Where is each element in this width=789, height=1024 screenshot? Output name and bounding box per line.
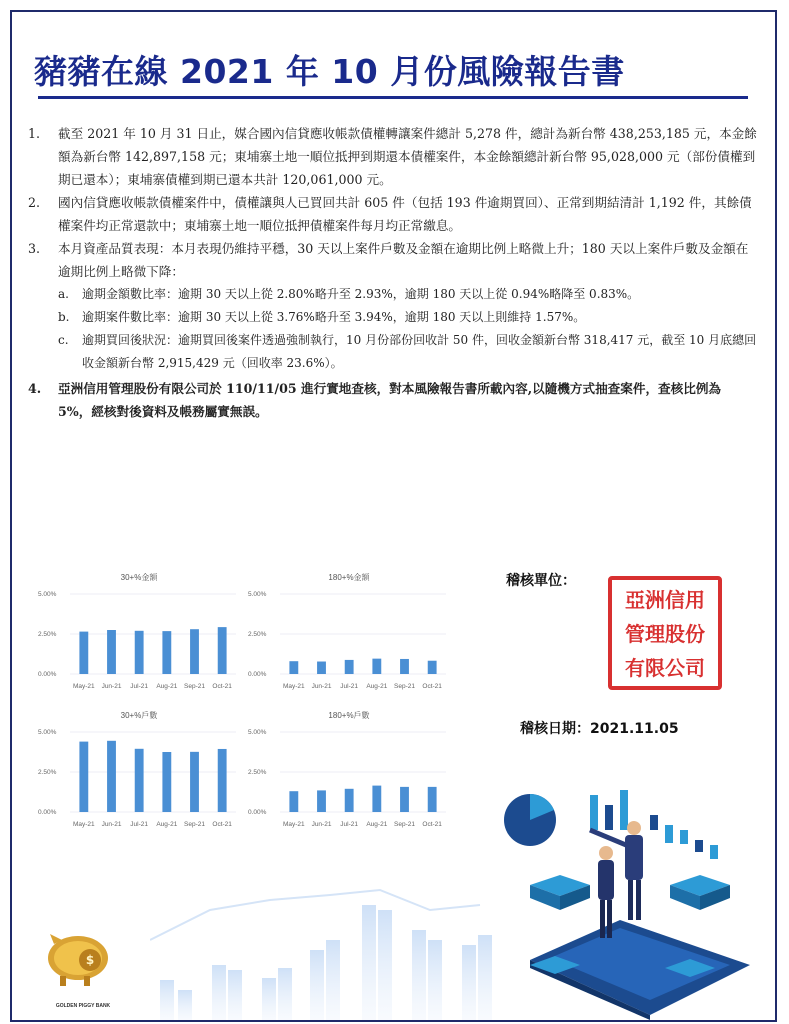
report-item-3 xyxy=(22,237,757,283)
bar xyxy=(135,631,144,674)
subitem-text: 逾期買回後狀況：逾期買回後案件透過強制執行，10 月份部份回收計 50 件，回收金額新台幣 318,417 元，截至 10 月底總回收金額新台幣 2,915,429 元（回收率 23.6%）。 xyxy=(82,333,757,370)
svg-text:$: $ xyxy=(85,953,95,967)
bar xyxy=(289,661,298,674)
bar xyxy=(345,660,354,674)
title-underline xyxy=(38,96,748,99)
subitem-text: 逾期案件數比率：逾期 30 天以上從 3.76%略升至 3.94%，逾期 180 天以上則維持 1.57%。 xyxy=(82,310,586,324)
y-tick-label: 5.00% xyxy=(248,591,267,598)
x-tick-label: Jun-21 xyxy=(311,821,332,828)
bar xyxy=(107,630,116,674)
x-tick-label: Sep-21 xyxy=(184,683,205,690)
subitem-letter: c. xyxy=(58,333,69,347)
business-analytics-illustration xyxy=(150,790,770,1020)
report-subitem-b xyxy=(22,306,757,329)
chart-180-amount xyxy=(244,564,454,694)
golden-piggy-bank-logo xyxy=(40,926,120,1000)
bar xyxy=(107,741,116,812)
item-number: 2. xyxy=(28,195,41,210)
subitem-letter: b. xyxy=(58,310,70,324)
x-tick-label: Jun-21 xyxy=(311,683,332,690)
x-tick-label: Oct-21 xyxy=(422,821,442,828)
bar xyxy=(79,632,88,674)
y-tick-label: 5.00% xyxy=(38,729,57,736)
x-tick-label: Jul-21 xyxy=(130,821,149,828)
y-tick-label: 5.00% xyxy=(38,591,57,598)
y-tick-label: 2.50% xyxy=(38,631,57,638)
subitem-text: 逾期金額數比率：逾期 30 天以上從 2.80%略升至 2.93%，逾期 180 天以上從 0.94%略降至 0.83%。 xyxy=(82,287,640,301)
chart-title: 30+%金額 xyxy=(120,573,158,582)
x-tick-label: Jul-21 xyxy=(340,683,359,690)
item-number: 4. xyxy=(28,381,42,396)
x-tick-label: Jun-21 xyxy=(101,821,122,828)
report-item-2 xyxy=(22,191,757,237)
bar xyxy=(400,659,409,674)
x-tick-label: May-21 xyxy=(282,821,305,828)
audit-date: 稽核日期：2021.11.05 xyxy=(520,721,679,737)
y-tick-label: 0.00% xyxy=(38,809,57,816)
item-text: 國內信貸應收帳款債權案件中，債權讓與人已買回共計 605 件（包括 193 件逾期買回）、正常到期結清計 1,192 件，其餘債權案件均正常還款中；東埔寨土地一順位抵押債權案件每月均正常繳息。 xyxy=(58,195,752,233)
report-item-4 xyxy=(22,377,757,423)
x-tick-label: Aug-21 xyxy=(156,821,178,828)
report-item-1 xyxy=(22,122,757,191)
x-tick-label: May-21 xyxy=(72,683,95,690)
item-text: 截至 2021 年 10 月 31 日止，媒合國內信貸應收帳款債權轉讓案件總計 5,278 件，總計為新台幣 438,253,185 元，本金餘額為新台幣 142,897,158 元；東埔寨土地一順位抵押到期還本債權案件，本金餘額總計新台幣 95,028,000 元（部份債權到期已還本）；東埔寨債權到期已還本共計 120,061,000 元。 xyxy=(58,126,757,187)
chart-title: 180+%戶數 xyxy=(328,711,370,720)
bar xyxy=(190,629,199,674)
chart-svg xyxy=(244,564,454,694)
chart-title: 30+%戶數 xyxy=(120,711,158,720)
x-tick-label: Jun-21 xyxy=(101,683,122,690)
subitem-letter: a. xyxy=(58,287,69,301)
y-tick-label: 5.00% xyxy=(248,729,267,736)
y-tick-label: 2.50% xyxy=(248,769,267,776)
x-tick-label: Jul-21 xyxy=(340,821,359,828)
seal-line: 管理股份 xyxy=(625,622,705,646)
bar xyxy=(135,749,144,812)
audit-unit-label: 稽核單位： xyxy=(506,573,576,589)
y-tick-label: 0.00% xyxy=(38,671,57,678)
x-tick-label: May-21 xyxy=(282,683,305,690)
y-tick-label: 0.00% xyxy=(248,809,267,816)
chart-30-amount xyxy=(34,564,244,694)
item-number: 1. xyxy=(28,126,41,141)
item-number: 3. xyxy=(28,241,41,256)
logo-text: GOLDEN PIGGY BANK xyxy=(55,1003,111,1009)
bar xyxy=(79,742,88,812)
seal-line: 有限公司 xyxy=(625,656,705,680)
x-tick-label: Oct-21 xyxy=(212,821,232,828)
y-tick-label: 0.00% xyxy=(248,671,267,678)
y-tick-label: 2.50% xyxy=(38,769,57,776)
x-tick-label: Sep-21 xyxy=(394,683,415,690)
x-tick-label: May-21 xyxy=(72,821,95,828)
x-tick-label: Aug-21 xyxy=(366,683,388,690)
chart-svg xyxy=(34,564,244,694)
company-seal xyxy=(608,576,722,690)
chart-title: 180+%金額 xyxy=(328,573,370,582)
x-tick-label: Sep-21 xyxy=(184,821,205,828)
x-tick-label: Oct-21 xyxy=(422,683,442,690)
bar xyxy=(428,661,437,674)
bar xyxy=(372,659,381,674)
x-tick-label: Jul-21 xyxy=(130,683,149,690)
bar xyxy=(317,662,326,674)
report-subitem-a xyxy=(22,283,757,306)
page-title: 豬豬在線 2021 年 10 月份風險報告書 xyxy=(34,52,625,91)
item-text: 本月資產品質表現：本月表現仍維持平穩，30 天以上案件戶數及金額在逾期比例上略微上升；180 天以上案件戶數及金額在逾期比例上略微下降： xyxy=(58,241,749,279)
y-tick-label: 2.50% xyxy=(248,631,267,638)
report-subitem-c xyxy=(22,329,757,375)
x-tick-label: Aug-21 xyxy=(366,821,388,828)
x-tick-label: Aug-21 xyxy=(156,683,178,690)
item-text: 亞洲信用管理股份有限公司於 110/11/05 進行實地查核，對本風險報告書所載內容,以隨機方式抽查案件，查核比例為 5%，經核對後資料及帳務屬實無誤。 xyxy=(58,381,722,419)
report-items xyxy=(22,122,757,423)
x-tick-label: Oct-21 xyxy=(212,683,232,690)
bar xyxy=(218,627,227,674)
x-tick-label: Sep-21 xyxy=(394,821,415,828)
bar xyxy=(162,631,171,674)
seal-line: 亞洲信用 xyxy=(625,588,705,612)
